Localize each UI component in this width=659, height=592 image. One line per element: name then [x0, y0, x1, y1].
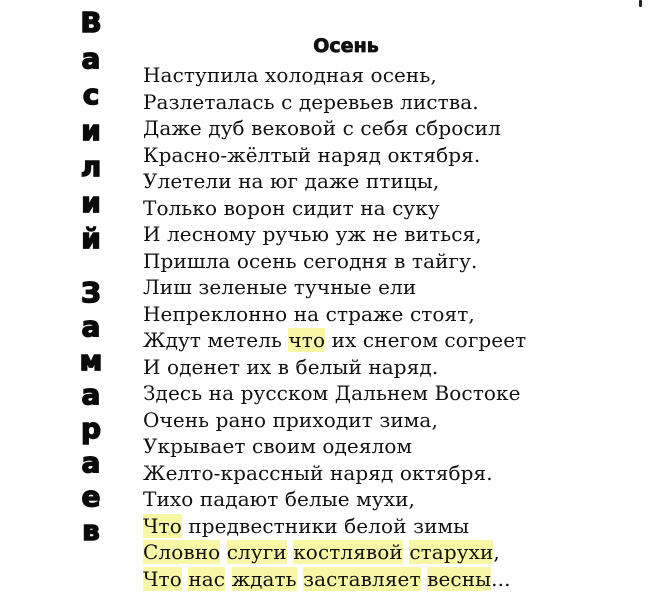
author-first-name-letter: В	[68, 8, 114, 38]
highlighted-word: слуги	[227, 540, 287, 564]
author-last-name-letter: З	[68, 278, 114, 308]
author-first-name-letter: л	[68, 152, 114, 182]
highlighted-word: Что	[143, 567, 182, 591]
author-name-vertical	[68, 6, 114, 586]
poem-line: И оденет их в белый наряд.	[143, 354, 643, 381]
poem-line: Словно слуги костлявой старухи,	[143, 539, 643, 566]
poem-line: Даже дуб вековой с себя сбросил	[143, 115, 643, 142]
poem-line: Лиш зеленые тучные ели	[143, 274, 643, 301]
highlighted-word: весны	[427, 567, 491, 591]
poem-line: Что нас ждать заставляет весны...	[143, 566, 643, 592]
highlighted-word: Что	[143, 514, 182, 538]
poem-line: Здесь на русском Дальнем Востоке	[143, 380, 643, 407]
author-first-name-letter: и	[68, 116, 114, 146]
poem-line: Что предвестники белой зимы	[143, 513, 643, 540]
poem-line: Разлеталась с деревьев листва.	[143, 89, 643, 116]
top-edge-mark	[639, 0, 642, 7]
poem-line: Тихо падают белые мухи,	[143, 486, 643, 513]
poem-line: Очень рано приходит зима,	[143, 407, 643, 434]
highlighted-word: нас	[188, 567, 225, 591]
highlighted-word: Словно	[143, 540, 220, 564]
author-last-name-letter: е	[68, 482, 114, 512]
poem-line: Только ворон сидит на суку	[143, 195, 643, 222]
author-first-name-letter: й	[68, 224, 114, 254]
author-last-name-letter: в	[68, 516, 114, 546]
author-last-name-letter: а	[68, 448, 114, 478]
author-last-name-letter: р	[68, 414, 114, 444]
poem-line: Желто-крассный наряд октября.	[143, 460, 643, 487]
poem-line: Красно-жёлтый наряд октября.	[143, 142, 643, 169]
author-first-name-letter: с	[68, 80, 114, 110]
poem-line: Пришла осень сегодня в тайгу.	[143, 248, 643, 275]
highlighted-word: ждать	[232, 567, 297, 591]
highlighted-word: заставляет	[303, 567, 421, 591]
highlighted-word: что	[288, 328, 325, 352]
poem-line: Ждут метель что их снегом согреет	[143, 327, 643, 354]
poem-line: Непреклонно на страже стоят,	[143, 301, 643, 328]
author-first-name-letter: а	[68, 44, 114, 74]
author-first-name-letter: и	[68, 188, 114, 218]
poem-line: И лесному ручью уж не виться,	[143, 221, 643, 248]
author-last-name-letter: а	[68, 312, 114, 342]
highlighted-word: старухи	[409, 540, 493, 564]
author-last-name-letter: а	[68, 380, 114, 410]
poem-title: Осень	[300, 34, 392, 58]
author-last-name-letter: м	[68, 346, 114, 376]
poem-line: Укрывает своим одеялом	[143, 433, 643, 460]
poem-line: Наступила холодная осень,	[143, 62, 643, 89]
poem-line: Улетели на юг даже птицы,	[143, 168, 643, 195]
poem-text	[143, 62, 643, 592]
highlighted-word: костлявой	[293, 540, 403, 564]
